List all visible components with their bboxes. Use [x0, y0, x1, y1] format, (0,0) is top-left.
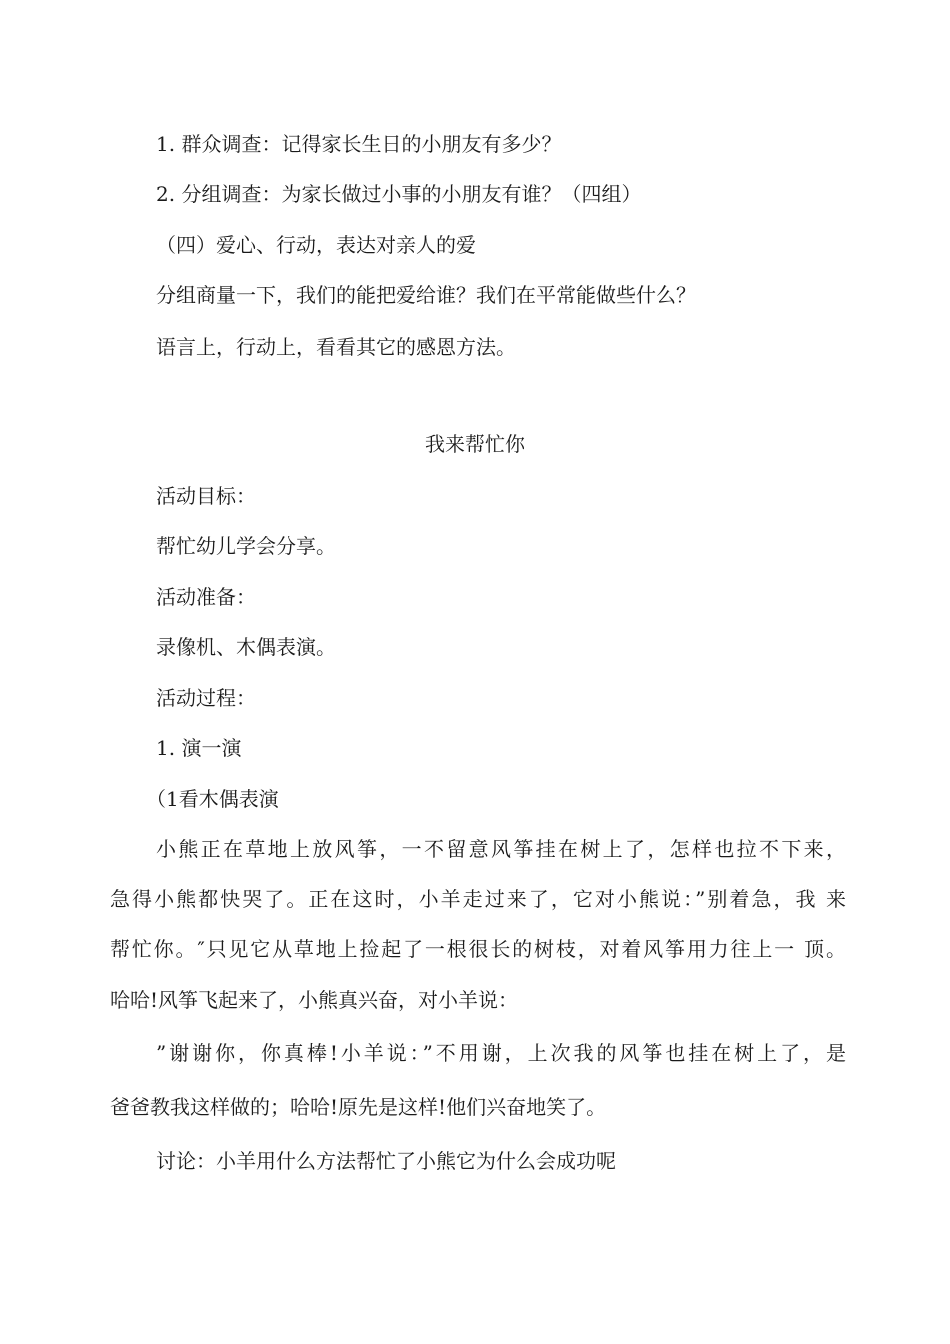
label-activity-goal: 活动目标： [156, 484, 256, 508]
dialogue-line-2: 爸爸教我这样做的；哈哈!原先是这样!他们兴奋地笑了。 [110, 1095, 607, 1119]
paragraph-survey-1: 1. 群众调查：记得家长生日的小朋友有多少？ [156, 132, 562, 156]
dialogue-line-1: ”谢谢你，你真棒!小羊说：”不用谢，上次我的风筝也挂在树上了，是 [156, 1041, 846, 1065]
step-act-out: 1. 演一演 [156, 736, 242, 760]
paragraph-survey-2: 2. 分组调查：为家长做过小事的小朋友有谁？（四组） [156, 182, 642, 206]
story-line-3: 帮忙你。″只见它从草地上捡起了一根很长的树枝，对着风筝用力往上一 顶。 [110, 937, 846, 961]
text-activity-goal: 帮忙幼儿学会分享。 [156, 534, 336, 558]
label-activity-process: 活动过程： [156, 686, 256, 710]
story-line-4: 哈哈!风筝飞起来了，小熊真兴奋，对小羊说： [110, 988, 519, 1012]
text-activity-prep: 录像机、木偶表演。 [156, 635, 336, 659]
substep-puppet-show: （1看木偶表演 [146, 787, 279, 811]
section-title: 我来帮忙你 [425, 432, 525, 456]
paragraph-discuss-love: 分组商量一下，我们的能把爱给谁？我们在平常能做些什么？ [156, 283, 696, 307]
story-line-2: 急得小熊都快哭了。正在这时，小羊走过来了，它对小熊说：”别着急，我 来 [110, 887, 846, 911]
story-line-1: 小熊正在草地上放风筝，一不留意风筝挂在树上了，怎样也拉不下来， [156, 837, 846, 861]
section-heading-four: （四）爱心、行动，表达对亲人的爱 [156, 233, 476, 257]
discussion-question: 讨论：小羊用什么方法帮忙了小熊它为什么会成功呢 [156, 1149, 616, 1173]
paragraph-methods: 语言上，行动上，看看其它的感恩方法。 [156, 335, 516, 359]
label-activity-prep: 活动准备： [156, 585, 256, 609]
